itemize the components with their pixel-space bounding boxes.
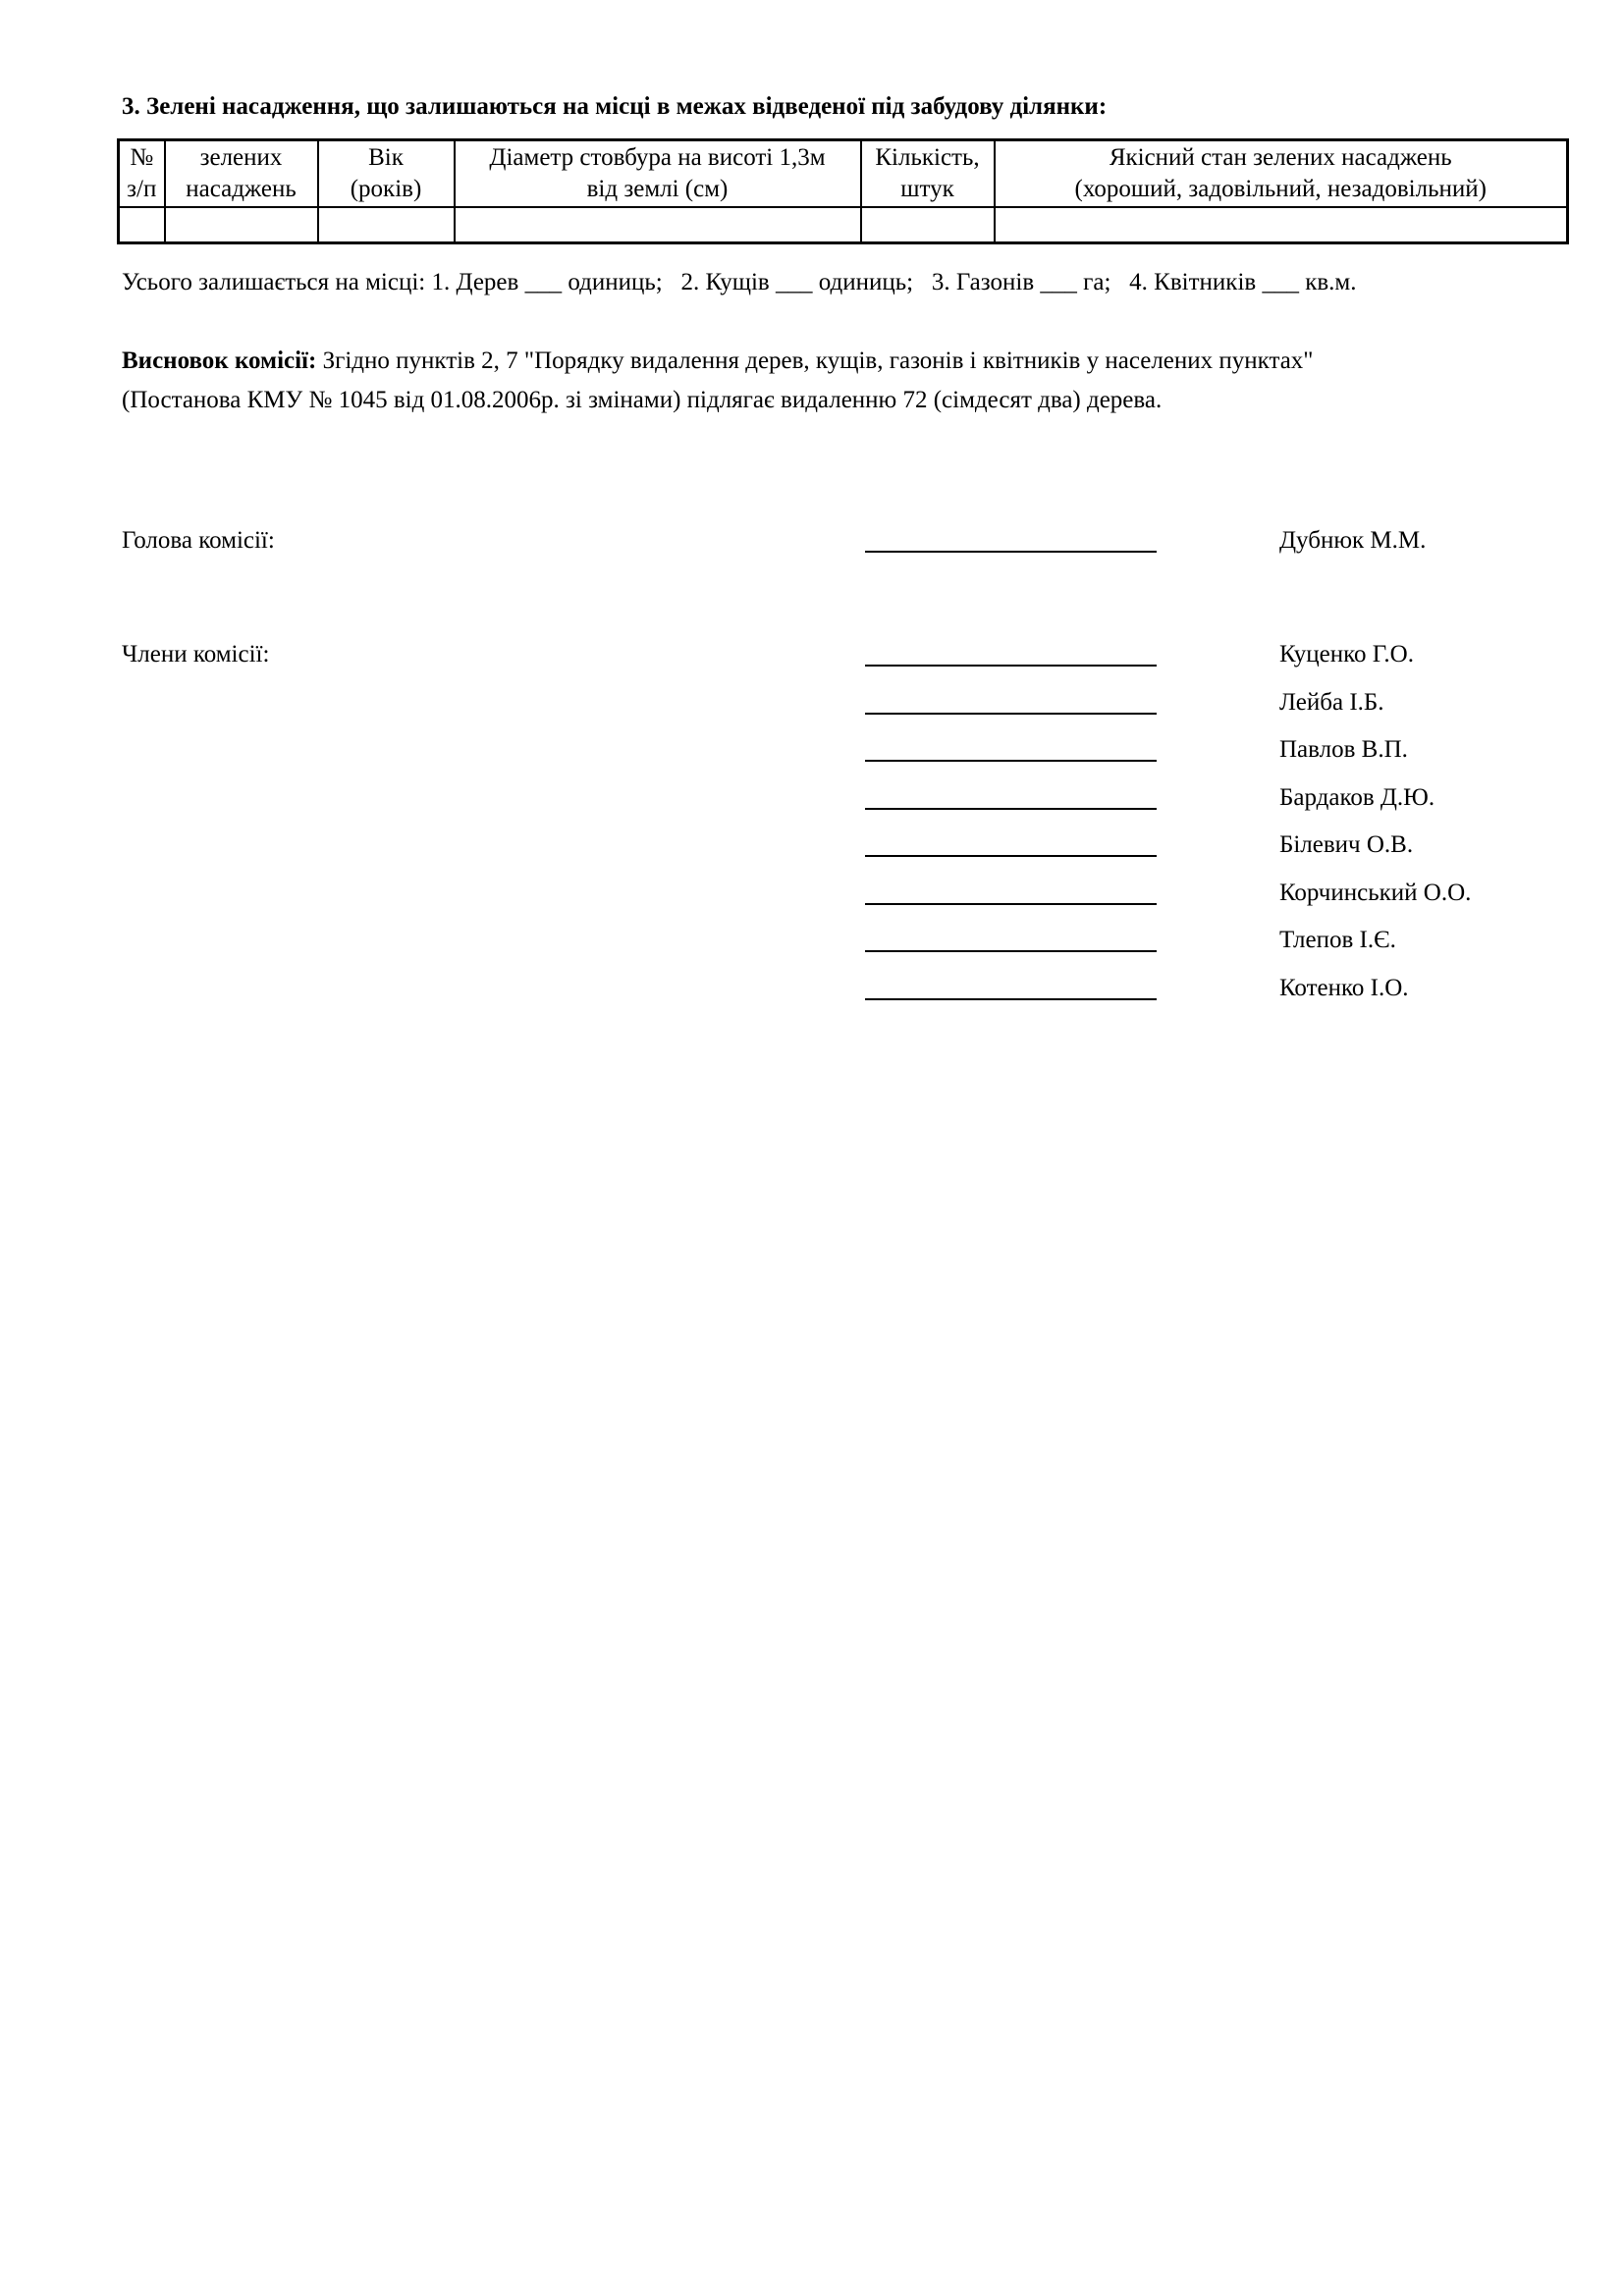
conclusion-line2: (Постанова КМУ № 1045 від 01.08.2006р. зі змінами) підлягає видаленню 72 (сімдесят два) дерева. [122,386,1163,413]
member-name: Білевич О.В. [1279,831,1414,858]
section-title: 3. Зелені насадження, що залишаються на місці в межах відведеної під забудову ділянки: [122,93,1108,120]
chair-signature-line [865,551,1157,553]
header-number-line2: з/п [127,176,157,202]
member-name: Куценко Г.О. [1279,641,1414,667]
table-cell [318,207,455,243]
member-name: Котенко І.О. [1279,975,1409,1001]
commission-conclusion [122,342,1536,419]
totals-remaining: Усього залишається на місці: 1. Дерев ___ одиниць; 2. Кущів ___ одиниць; 3. Газонів ___ га; 4. Квітників ___ кв.м. [122,269,1357,295]
header-age-line2: (років) [350,176,422,202]
member-signature-line [865,665,1157,667]
header-diameter-line1: Діаметр стовбура на висоті 1,3м [489,144,826,171]
member-signature-line [865,760,1157,762]
conclusion-lead: Висновок комісії: [122,347,317,374]
table-header-row [119,140,1568,208]
header-quantity-line2: штук [900,176,954,202]
table-cell [861,207,995,243]
member-name: Тлепов І.Є. [1279,927,1396,953]
remaining-plants-table [117,138,1569,244]
member-name: Бардаков Д.Ю. [1279,784,1435,811]
header-age-line1: Вік [368,144,404,171]
header-plants-line2: насаджень [186,176,297,202]
table-cell [455,207,861,243]
header-age [318,140,455,208]
member-signature-line [865,998,1157,1000]
member-name: Павлов В.П. [1279,736,1408,763]
member-signature-line [865,808,1157,810]
members-label: Члени комісії: [122,641,270,667]
member-signature-line [865,950,1157,952]
chair-label: Голова комісії: [122,527,275,554]
member-signature-line [865,855,1157,857]
header-number [119,140,165,208]
header-quantity-line1: Кількість, [875,144,980,171]
chair-name: Дубнюк М.М. [1279,527,1427,554]
header-number-line1: № [130,144,154,171]
header-condition-line2: (хороший, задовільний, незадовільний) [1074,176,1487,202]
table-cell [165,207,318,243]
table-row [119,207,1568,243]
header-condition [995,140,1568,208]
member-signature-line [865,713,1157,715]
header-diameter [455,140,861,208]
table-cell [995,207,1568,243]
member-name: Лейба І.Б. [1279,689,1384,716]
header-quantity [861,140,995,208]
header-condition-line1: Якісний стан зелених насаджень [1109,144,1452,171]
member-name: Корчинський О.О. [1279,880,1472,906]
header-plants-line1: зелених [199,144,283,171]
header-plants [165,140,318,208]
header-diameter-line2: від землі (см) [586,176,729,202]
conclusion-line1: Згідно пунктів 2, 7 "Порядку видалення дерев, кущів, газонів і квітників у населених пунктах" [316,347,1314,374]
member-signature-line [865,903,1157,905]
table-cell [119,207,165,243]
